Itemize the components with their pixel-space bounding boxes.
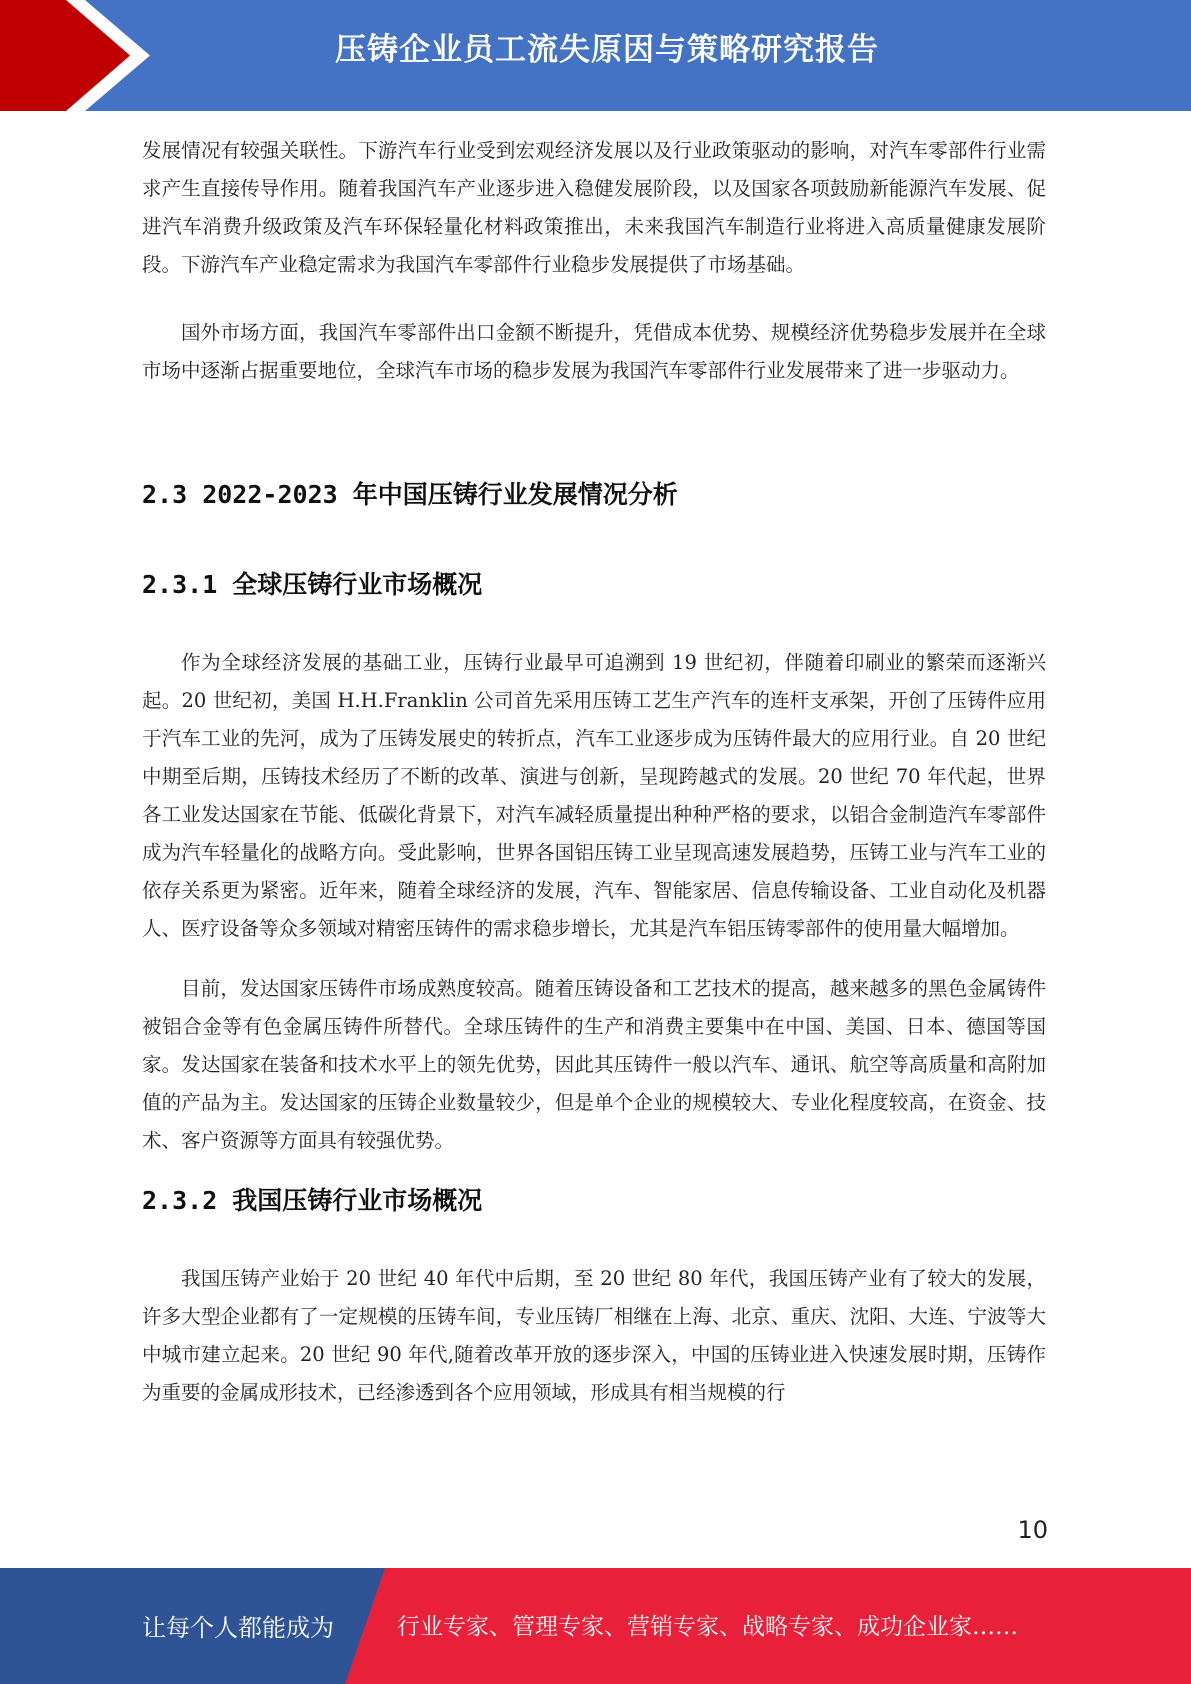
paragraph: 发展情况有较强关联性。下游汽车行业受到宏观经济发展以及行业政策驱动的影响，对汽车零部件行业需求产生直接传导作用。随着我国汽车产业逐步进入稳健发展阶段，以及国家各项鼓励新能源汽车发展、促进汽车消费升级政策及汽车环保轻量化材料政策推出，未来我国汽车制造行业将进入高质量健康发展阶段。下游汽车产业稳定需求为我国汽车零部件行业稳步发展提供了市场基础。 xyxy=(142,139,1046,276)
section-heading-2-3-2: 2.3.2 我国压铸行业市场概况 xyxy=(142,1186,483,1215)
section-heading-2-3-1: 2.3.1 全球压铸行业市场概况 xyxy=(142,570,483,599)
footer-slogan-right: 行业专家、管理专家、营销专家、战略专家、成功企业家…… xyxy=(397,1614,1018,1640)
paragraph: 国外市场方面，我国汽车零部件出口金额不断提升，凭借成本优势、规模经济优势稳步发展并在全球市场中逐渐占据重要地位，全球汽车市场的稳步发展为我国汽车零部件行业发展带来了进一步驱动力。 xyxy=(142,321,1046,382)
paragraph: 作为全球经济发展的基础工业，压铸行业最早可追溯到 19 世纪初，伴随着印刷业的繁荣而逐渐兴起。20 世纪初，美国 H.H.Franklin 公司首先采用压铸工艺生产汽车的连杆支承架，开创了压铸件应用于汽车工业的先河，成为了压铸发展史的转折点，汽车工业逐步成为压铸件最大的应用行业。自 20 世纪中期至后期，压铸技术经历了不断的改革、演进与创新，呈现跨越式的发展。20 世纪 70 年代起，世界各工业发达国家在节能、低碳化背景下，对汽车减轻质量提出种种严格的要求，以铝合金制造汽车零部件成为汽车轻量化的战略方向。受此影响，世界各国铝压铸工业呈现高速发展趋势，压铸工业与汽车工业的依存关系更为紧密。近年来，随着全球经济的发展，汽车、智能家居、信息传输设备、工业自动化及机器人、医疗设备等众多领域对精密压铸件的需求稳步增长，尤其是汽车铝压铸零部件的使用量大幅增加。 xyxy=(142,651,1046,940)
section-heading-2-3: 2.3 2022-2023 年中国压铸行业发展情况分析 xyxy=(142,480,678,509)
paragraph: 我国压铸产业始于 20 世纪 40 年代中后期，至 20 世纪 80 年代，我国压铸产业有了较大的发展，许多大型企业都有了一定规模的压铸车间，专业压铸厂相继在上海、北京、重庆、沈阳、大连、宁波等大中城市建立起来。20 世纪 90 年代,随着改革开放的逐步深入，中国的压铸业进入快速发展时期，压铸作为重要的金属成形技术，已经渗透到各个应用领域，形成具有相当规模的行 xyxy=(142,1267,1046,1404)
paragraph: 目前，发达国家压铸件市场成熟度较高。随着压铸设备和工艺技术的提高，越来越多的黑色金属铸件被铝合金等有色金属压铸件所替代。全球压铸件的生产和消费主要集中在中国、美国、日本、德国等国家。发达国家在装备和技术水平上的领先优势，因此其压铸件一般以汽车、通讯、航空等高质量和高附加值的产品为主。发达国家的压铸企业数量较少，但是单个企业的规模较大、专业化程度较高，在资金、技术、客户资源等方面具有较强优势。 xyxy=(142,977,1046,1152)
page-body xyxy=(142,132,1046,1412)
page-footer xyxy=(0,1568,1191,1684)
page-number: 10 xyxy=(1017,1516,1048,1544)
footer-slogan-left: 让每个人都能成为 xyxy=(142,1614,334,1642)
report-title: 压铸企业员工流失原因与策略研究报告 xyxy=(335,32,879,68)
page-header xyxy=(0,0,1191,111)
